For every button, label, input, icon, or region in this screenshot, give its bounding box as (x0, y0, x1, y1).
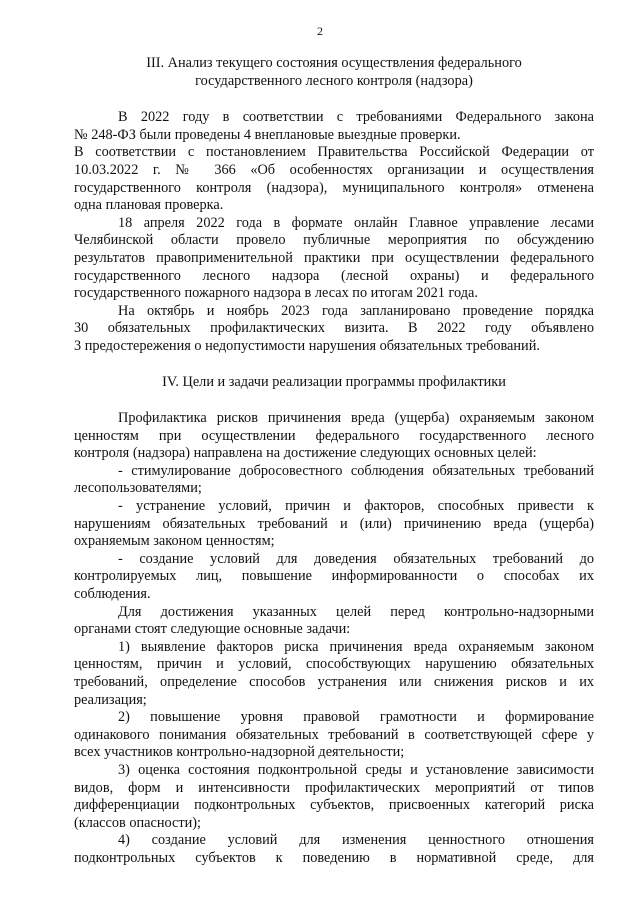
text-line: - создание условий для доведения обязательных требований до (118, 550, 594, 567)
text-line: - стимулирование добросовестного соблюдения обязательных требований (118, 462, 594, 479)
section-3-heading (74, 55, 594, 90)
section-4-body (74, 410, 594, 867)
text-line: (классов опасности); (74, 814, 201, 831)
text-line: подконтрольных субъектов к поведению в нормативной среде, для (74, 849, 594, 866)
section-4-heading (74, 374, 594, 392)
paragraph (74, 762, 594, 832)
text-line: контролируемых лиц, повышение информированности о способах их (74, 568, 594, 585)
paragraph (74, 303, 594, 356)
heading-line: IV. Цели и задачи реализации программы профилактики (162, 373, 506, 390)
paragraph (74, 832, 594, 867)
paragraph (74, 410, 594, 463)
section-3-body (74, 109, 594, 355)
text-line: государственного пожарного надзора в лесах по итогам 2021 года. (74, 285, 478, 302)
page-number: 2 (317, 24, 323, 38)
text-line: всех участников контрольно-надзорной деятельности; (74, 744, 405, 761)
text-line: видов, форм и интенсивности профилактических мероприятий от типов (74, 779, 594, 796)
text-line: На октябрь и ноябрь 2023 года запланировано проведение порядка (118, 302, 594, 319)
paragraph (74, 604, 594, 639)
text-line: 1) выявление факторов риска причинения вреда охраняемым законом (118, 638, 594, 655)
text-line: Для достижения указанных целей перед контрольно-надзорными (118, 603, 594, 620)
text-line: 18 апреля 2022 года в формате онлайн Главное управление лесами (118, 214, 594, 231)
text-line: 2) повышение уровня правовой грамотности и формирование (118, 709, 594, 726)
text-line: реализация; (74, 691, 147, 708)
text-line: № 248-ФЗ были проведены 4 внеплановые выездные проверки. (74, 126, 461, 143)
text-line: 3 предостережения о недопустимости нарушения обязательных требований. (74, 337, 540, 354)
paragraph (74, 709, 594, 762)
text-line: В соответствии с постановлением Правительства Российской Федерации от (74, 144, 594, 161)
text-line: лесопользователями; (74, 480, 202, 497)
text-line: одинакового понимания обязательных требований в соответствующей сфере у (74, 726, 594, 743)
paragraph (74, 498, 594, 551)
text-line: государственного лесного надзора (лесной охраны) и федерального (74, 267, 594, 284)
paragraph (74, 551, 594, 604)
page-content (74, 55, 594, 868)
text-line: В 2022 году в соответствии с требованиями Федерального закона (118, 109, 594, 126)
text-line: ценностям, причин и условий, способствующих нарушению обязательных (74, 656, 594, 673)
paragraph (74, 109, 594, 144)
text-line: - устранение условий, причин и факторов, способных привести к (118, 498, 594, 515)
text-line: государственного контроля (надзора), муниципального контроля» отменена (74, 179, 594, 196)
text-line: дифференциации подконтрольных субъектов, присвоенных категорий риска (74, 797, 594, 814)
text-line: требований, определение способов устранения или снижения рисков и их (74, 674, 594, 690)
text-line: нарушениям обязательных требований и (или) причинению вреда (ущерба) (74, 515, 594, 532)
text-line: контроля (надзора) направлена на достижение следующих основных целей: (74, 445, 537, 462)
text-line: Челябинской области провело публичные мероприятия по обсуждению (74, 232, 594, 249)
paragraph (74, 639, 594, 709)
text-line: ценностям при осуществлении федерального государственного лесного (74, 427, 594, 444)
text-line: Профилактика рисков причинения вреда (ущерба) охраняемым законом (118, 410, 594, 427)
text-line: охраняемым законом ценностям; (74, 533, 275, 550)
paragraph (74, 144, 594, 214)
text-line: результатов правоприменительной практики при осуществлении федерального (74, 249, 594, 266)
text-line: 3) оценка состояния подконтрольной среды и установление зависимости (118, 761, 594, 778)
text-line: 30 обязательных профилактических визита. В 2022 году объявлено (74, 320, 594, 337)
text-line: 10.03.2022 г. № 366 «Об особенностях организации и осуществления (74, 161, 594, 178)
heading-line: III. Анализ текущего состояния осуществления федерального (146, 55, 522, 71)
heading-line: государственного лесного контроля (надзора) (195, 72, 473, 89)
text-line: соблюдения. (74, 586, 151, 603)
paragraph (74, 215, 594, 303)
text-line: 4) создание условий для изменения ценностного отношения (118, 832, 594, 849)
paragraph (74, 463, 594, 498)
text-line: органами стоят следующие основные задачи: (74, 621, 351, 638)
text-line: одна плановая проверка. (74, 197, 224, 214)
